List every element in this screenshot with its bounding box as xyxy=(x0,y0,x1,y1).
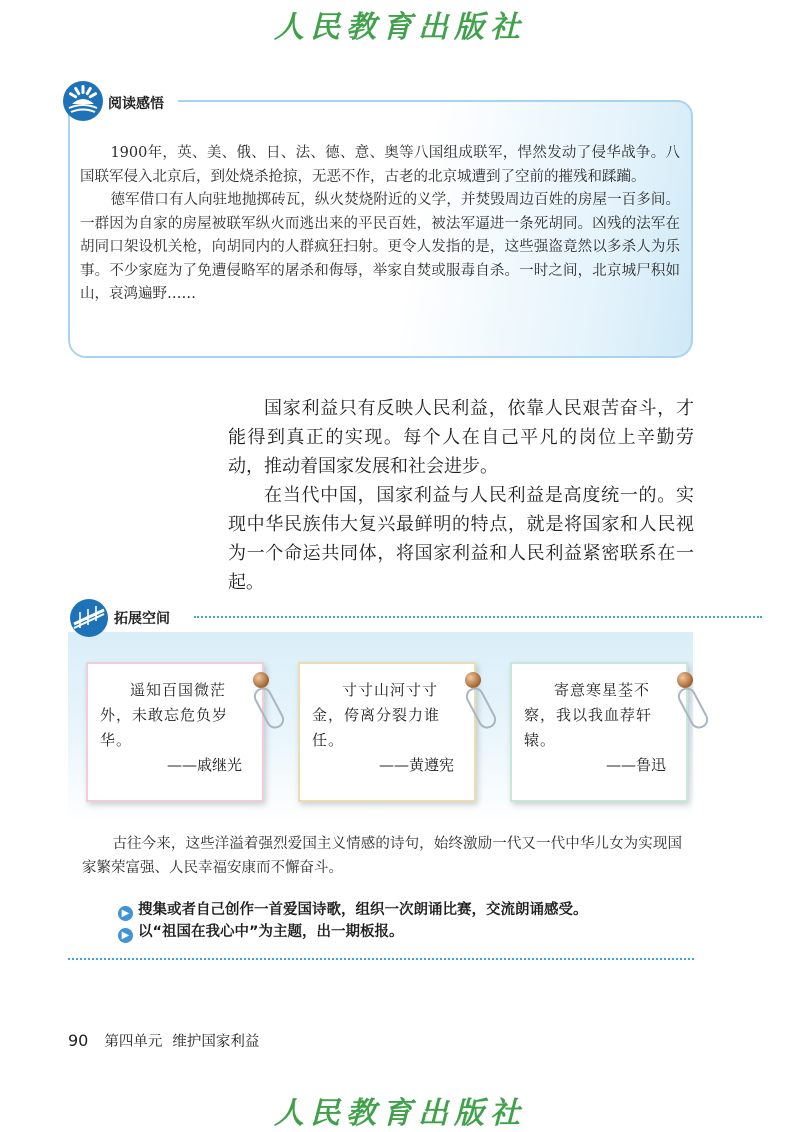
reading-header xyxy=(62,80,702,124)
pushpin-icon xyxy=(677,672,693,688)
poem-text: 寸寸山河寸寸金，侉离分裂力谁任。 xyxy=(312,681,441,749)
page-footer xyxy=(68,1030,259,1051)
extension-divider xyxy=(194,616,762,618)
poem-text: 寄意寒星荃不察，我以我血荐轩辕。 xyxy=(524,681,653,749)
reading-paragraph: 德军借口有人向驻地抛掷砖瓦，纵火焚烧附近的义学，并焚毁周边百姓的房屋一百多间。一群因为自家的房屋被联军纵火而逃出来的平民百姓，被法军逼进一条死胡同。凶残的法军在胡同口架设机关枪，向胡同内的人群疯狂扫射。更令人发指的是，这些强盗竟然以多杀人为乐事。不少家庭为了免遭侵略军的屠杀和侮辱，举家自焚或服毒自杀。一时之间，北京城尸积如山，哀鸿遍野…… xyxy=(80,192,680,302)
pushpin-icon xyxy=(253,672,269,688)
bottom-divider xyxy=(68,958,694,960)
main-paragraph: 在当代中国，国家利益与人民利益是高度统一的。实现中华民族伟大复兴最鲜明的特点，就是将国家和人民视为一个命运共同体，将国家利益和人民利益紧密联系在一起。 xyxy=(228,485,694,593)
unit-label: 第四单元 xyxy=(104,1034,163,1050)
paperclip-icon xyxy=(675,684,712,731)
page-number: 90 xyxy=(68,1031,89,1050)
activity-item xyxy=(118,898,588,921)
reading-text xyxy=(80,142,680,307)
poem-author: ——戚继光 xyxy=(166,756,242,774)
unit-title: 维护国家利益 xyxy=(172,1034,260,1050)
poem-card xyxy=(86,662,264,802)
sunrise-badge-icon xyxy=(62,80,104,122)
activity-text: 以“祖国在我心中”为主题，出一期板报。 xyxy=(138,924,404,940)
bridge-badge-icon xyxy=(68,598,110,638)
poem-author: ——黄遵宪 xyxy=(378,756,454,774)
publisher-watermark-bottom: 人民教育出版社 xyxy=(274,1096,526,1131)
poem-card xyxy=(298,662,476,802)
reading-paragraph: 1900年，英、美、俄、日、法、德、意、奥等八国组成联军，悍然发动了侵华战争。八国联军侵入北京后，到处烧杀抢掠，无恶不作，古老的北京城遭到了空前的摧残和蹂躏。 xyxy=(80,145,680,185)
activity-item xyxy=(118,920,404,943)
extension-header xyxy=(68,598,698,638)
poem-card xyxy=(510,662,688,802)
poem-text: 遥知百国微茫外，未敢忘危负岁华。 xyxy=(100,681,229,749)
reading-title: 阅读感悟 xyxy=(108,96,164,112)
extension-paragraph: 古往今来，这些洋溢着强烈爱国主义情感的诗句，始终激励一代又一代中华儿女为实现国家繁荣富强、人民幸福安康而不懈奋斗。 xyxy=(82,836,682,876)
main-body-text xyxy=(228,394,694,597)
publisher-watermark-top: 人民教育出版社 xyxy=(274,10,526,45)
activity-text: 搜集或者自己创作一首爱国诗歌，组织一次朗诵比赛，交流朗诵感受。 xyxy=(138,902,588,918)
arrow-right-icon: ▶ xyxy=(118,928,133,943)
pushpin-icon xyxy=(465,672,481,688)
arrow-right-icon: ▶ xyxy=(118,906,133,921)
main-paragraph: 国家利益只有反映人民利益，依靠人民艰苦奋斗，才能得到真正的实现。每个人在自己平凡的岗位上辛勤劳动，推动着国家发展和社会进步。 xyxy=(228,398,694,477)
extension-title: 拓展空间 xyxy=(114,611,170,627)
poem-author: ——鲁迅 xyxy=(605,756,666,774)
